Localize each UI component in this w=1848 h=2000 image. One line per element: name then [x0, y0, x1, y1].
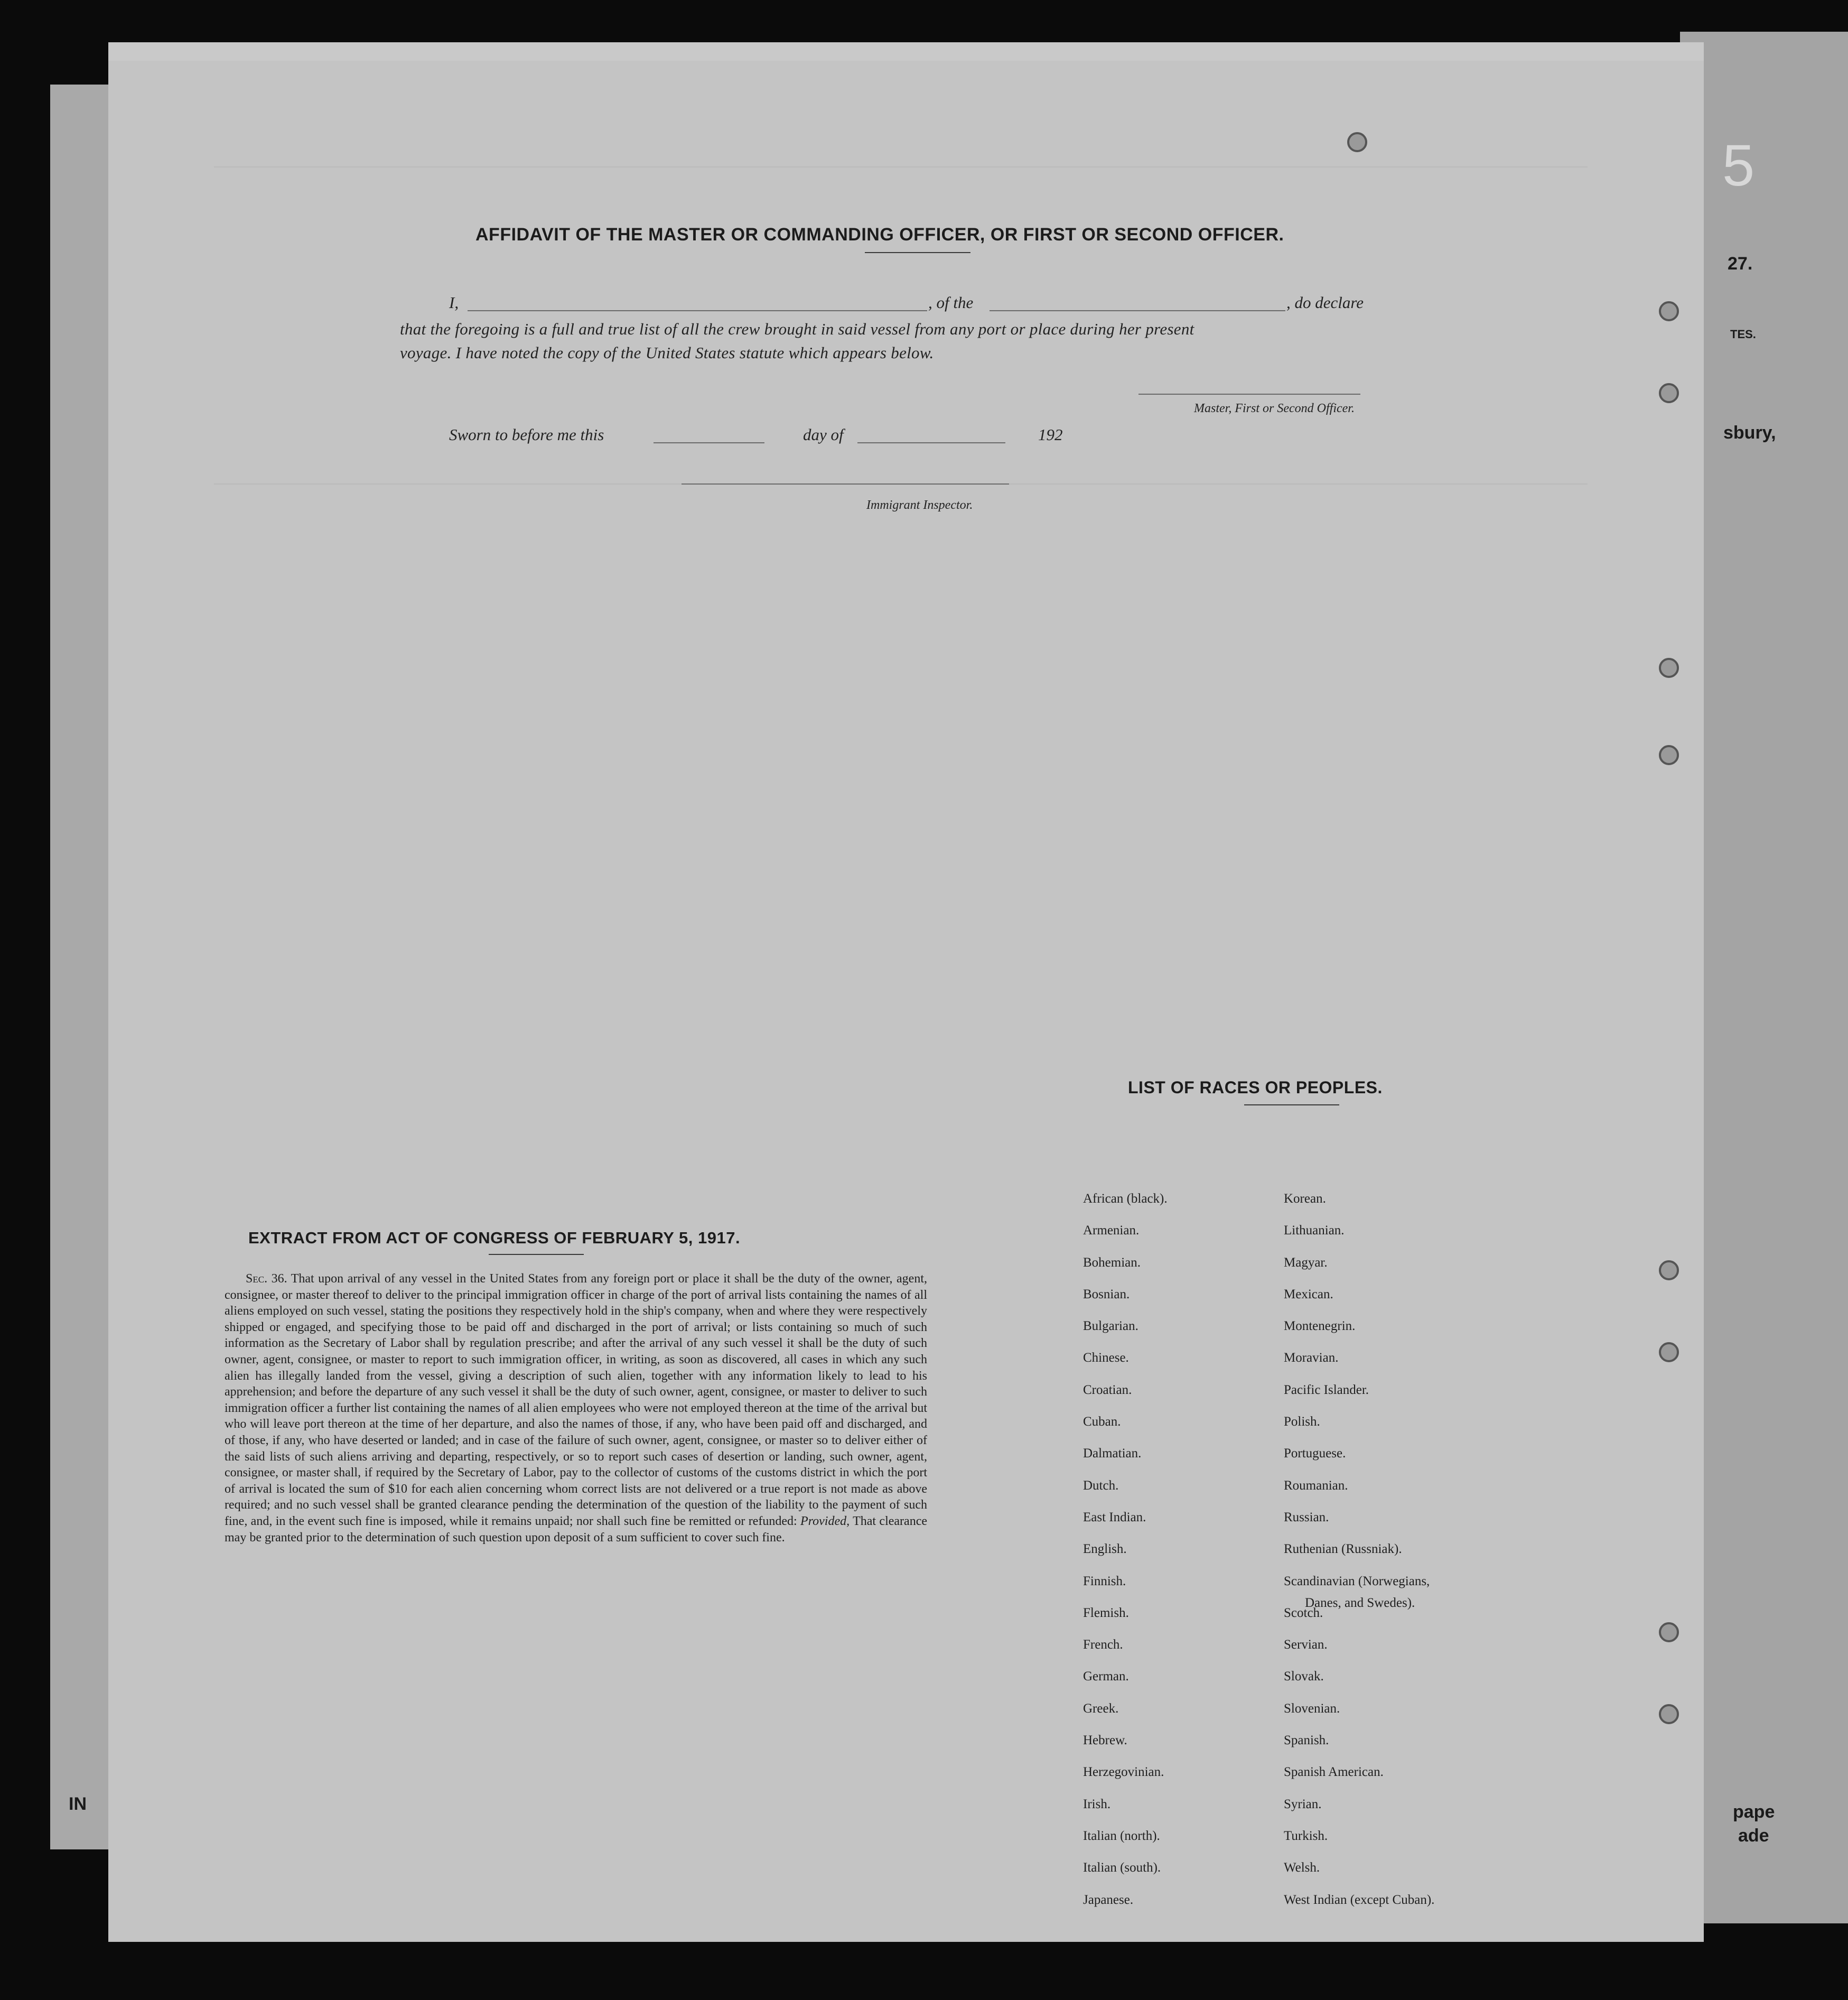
master-signature-field[interactable] — [1138, 394, 1360, 395]
punch-hole — [1659, 658, 1679, 678]
race-item: Italian (north). — [1083, 1828, 1160, 1843]
race-item: Montenegrin. — [1284, 1319, 1356, 1334]
race-item: Bulgarian. — [1083, 1319, 1138, 1334]
race-item-continuation: Danes, and Swedes). — [1305, 1596, 1415, 1610]
margin-made: ade — [1738, 1826, 1769, 1846]
race-item: German. — [1083, 1669, 1129, 1684]
race-item: Portuguese. — [1284, 1446, 1346, 1461]
affidavit-page — [108, 61, 1704, 1942]
sworn-day-of: day of — [803, 425, 844, 444]
officer-name-field[interactable] — [468, 310, 927, 311]
punch-hole — [1347, 132, 1367, 152]
inspector-label: Immigrant Inspector. — [866, 498, 973, 512]
punch-hole — [1659, 1342, 1679, 1362]
race-item: Lithuanian. — [1284, 1223, 1345, 1238]
inspector-signature-field[interactable] — [682, 483, 1009, 485]
races-heading: LIST OF RACES OR PEOPLES. — [1128, 1078, 1383, 1097]
race-item: Greek. — [1083, 1701, 1119, 1716]
vessel-name-field[interactable] — [990, 310, 1285, 311]
race-item: English. — [1083, 1542, 1127, 1557]
punch-hole — [1659, 1704, 1679, 1724]
extract-body — [225, 1271, 927, 1546]
race-item: Syrian. — [1284, 1797, 1322, 1811]
margin-sbury: sbury, — [1723, 423, 1776, 443]
races-rule — [1244, 1104, 1339, 1105]
punch-hole — [1659, 745, 1679, 765]
race-item: Croatian. — [1083, 1382, 1132, 1397]
race-item: Scandinavian (Norwegians, — [1284, 1574, 1430, 1588]
extract-proviso-label: Provided, — [800, 1514, 850, 1528]
affidavit-line-3: voyage. I have noted the copy of the United States statute which appears below. — [400, 343, 934, 362]
margin-tes: TES. — [1730, 328, 1756, 341]
race-item: Russian. — [1284, 1510, 1329, 1524]
races-left-column — [1083, 1192, 1168, 1924]
race-item: Cuban. — [1083, 1415, 1121, 1429]
punch-hole — [1659, 301, 1679, 321]
race-item: Korean. — [1284, 1192, 1326, 1206]
race-item: Japanese. — [1083, 1892, 1134, 1907]
race-item: Finnish. — [1083, 1574, 1126, 1588]
race-item: French. — [1083, 1638, 1123, 1652]
affidavit-of-the: , of the — [928, 293, 974, 312]
race-item: Pacific Islander. — [1284, 1382, 1369, 1397]
race-item: Flemish. — [1083, 1605, 1129, 1620]
margin-in: IN — [69, 1794, 87, 1814]
race-item: Slovak. — [1284, 1669, 1324, 1684]
punch-hole — [1659, 1260, 1679, 1280]
margin-paper: pape — [1733, 1802, 1775, 1822]
race-item: Bohemian. — [1083, 1255, 1141, 1270]
underlying-right-sheet — [1680, 32, 1848, 1923]
race-item: Moravian. — [1284, 1351, 1339, 1365]
race-item: Roumanian. — [1284, 1478, 1348, 1493]
sworn-prefix: Sworn to before me this — [449, 425, 604, 444]
race-item: Spanish American. — [1284, 1765, 1384, 1780]
race-item: Slovenian. — [1284, 1701, 1340, 1716]
margin-handwritten-digit: 5 — [1722, 133, 1755, 198]
race-item: Herzegovinian. — [1083, 1765, 1164, 1780]
affidavit-i: I, — [449, 293, 459, 312]
extract-heading: EXTRACT FROM ACT OF CONGRESS OF FEBRUARY 5, 1917. — [248, 1229, 741, 1247]
race-item: Scotch. — [1284, 1605, 1323, 1620]
race-item: Spanish. — [1284, 1733, 1329, 1748]
race-item: African (black). — [1083, 1192, 1168, 1206]
top-sheet-edge — [108, 42, 1704, 63]
affidavit-declare: , do declare — [1286, 293, 1364, 312]
sworn-day-field[interactable] — [654, 442, 764, 443]
sworn-month-field[interactable] — [857, 442, 1005, 443]
race-item: East Indian. — [1083, 1510, 1146, 1524]
race-item: Italian (south). — [1083, 1861, 1161, 1875]
show-through-line — [214, 166, 1588, 168]
race-item: Dutch. — [1083, 1478, 1119, 1493]
affidavit-heading: AFFIDAVIT OF THE MASTER OR COMMANDING OFFICER, OR FIRST OR SECOND OFFICER. — [475, 225, 1284, 245]
master-label: Master, First or Second Officer. — [1194, 402, 1355, 415]
race-item: West Indian (except Cuban). — [1284, 1892, 1435, 1907]
sworn-year: 192 — [1038, 425, 1063, 444]
race-item: Welsh. — [1284, 1861, 1320, 1875]
race-item: Mexican. — [1284, 1287, 1333, 1301]
punch-hole — [1659, 1622, 1679, 1642]
races-right-column — [1284, 1192, 1434, 1924]
punch-hole — [1659, 383, 1679, 403]
race-item: Polish. — [1284, 1415, 1320, 1429]
race-item: Servian. — [1284, 1638, 1328, 1652]
race-item: Magyar. — [1284, 1255, 1328, 1270]
race-item: Turkish. — [1284, 1828, 1328, 1843]
extract-rule — [489, 1254, 584, 1255]
extract-section-label: Sec. 36. — [246, 1272, 287, 1286]
race-item: Irish. — [1083, 1797, 1111, 1811]
affidavit-line-2: that the foregoing is a full and true list of all the crew brought in said vessel from any port or place during her present — [400, 320, 1194, 338]
race-item: Chinese. — [1083, 1351, 1129, 1365]
race-item: Armenian. — [1083, 1223, 1140, 1238]
race-item: Hebrew. — [1083, 1733, 1127, 1748]
heading-rule — [865, 252, 970, 253]
race-item: Bosnian. — [1083, 1287, 1130, 1301]
extract-proviso-text: That clearance may be granted prior to the determination of such question upon deposit of a sum sufficient to cover such fine. — [225, 1514, 927, 1545]
margin-number: 27. — [1728, 254, 1753, 274]
race-item: Ruthenian (Russniak). — [1284, 1542, 1402, 1557]
race-item: Dalmatian. — [1083, 1446, 1142, 1461]
extract-text: That upon arrival of any vessel in the United States from any foreign port or place it shall be the duty of the owner, agent, consignee, or master thereof to deliver to the principal immigration officer in charge of the port of arrival lists containing the names of all aliens employed on such vessel, stating the positions they respectively hold in the ship's company, when and where they were respectively shipped or engaged, and specifying those to be paid off and discharged in the port of arrival; or lists containing so much of such information as the Secretary of Labor shall by regulation prescribe; and after the arrival of any such vessel it shall be the duty of such owner, agent, consignee, or master to report to such immigration officer, in writing, as soon as discovered, all cases in which any such alien has illegally landed from the vessel, giving a description of such alien, together with any information likely to lead to his apprehension; and before the departure of any such vessel it shall be the duty of such owner, agent, consignee, or master to deliver to such immigration officer a further list containing the names of all alien employees who were not employed thereon at the time of the arrival but who will leave port thereon at the time of her departure, and also the names of those, if any, who have been paid off and discharged, and of those, if any, who have deserted or landed; and in case of the failure of such owner, agent, consignee, or master so to deliver either of the said lists of such aliens arriving and departing, respectively, or so to report such cases of desertion or landing, such owner, agent, consignee, or master shall, if required by the Secretary of Labor, pay to the collector of customs of the customs district in which the port of arrival is located the sum of $10 for each alien concerning whom correct lists are not delivered or a true report is not made as above required; and no such vessel shall be granted clearance pending the determination of the question of the liability to the payment of such fine, and, in the event such fine is imposed, while it remains unpaid; nor shall such fine be remitted or refunded: — [225, 1272, 928, 1528]
